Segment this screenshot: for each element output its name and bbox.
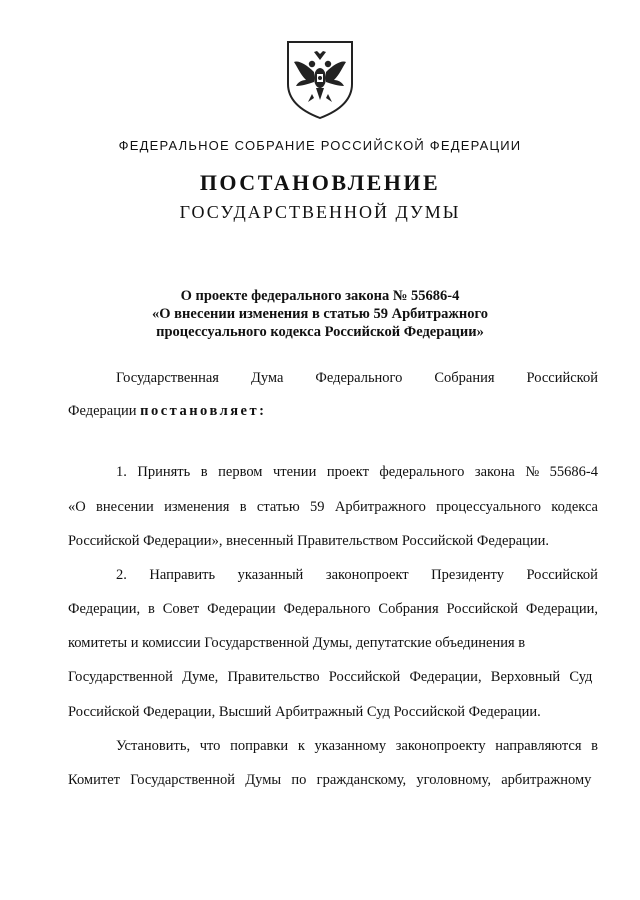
item-line: 1. Принять в первом чтении проект федерального закона № 55686-4 [116,464,598,480]
item-line: Установить, что поправки к указанному законопроекту направляются в [116,738,598,754]
subject-line: «О внесении изменения в статью 59 Арбитражного [152,306,488,322]
word: Государственная [116,370,219,386]
item-line: Федерации, в Совет Федерации Федерального Собрания Российской Федерации, [68,601,598,617]
item-line: Государственной Думе, Правительство Российской Федерации, Верховный Суд [68,669,593,685]
document-title: ПОСТАНОВЛЕНИЕ [199,170,441,195]
word: Дума [250,370,284,386]
word: Федерального [315,370,403,386]
assembly-name: ФЕДЕРАЛЬНОЕ СОБРАНИЕ РОССИЙСКОЙ ФЕДЕРАЦИИ [118,138,522,153]
word: Российской [526,370,598,386]
word: законопроект [325,567,409,583]
document-subtitle: ГОСУДАРСТВЕННОЙ ДУМЫ [179,202,461,222]
item-line: Российской Федерации, Высший Арбитражный Суд Российской Федерации. [68,704,541,720]
document-subject [110,287,530,341]
preamble-line [116,368,598,388]
word: Федерации [68,403,137,419]
resolves-word: постановляет: [140,403,267,419]
item-line: Комитет Государственной Думы по гражданскому, уголовному, арбитражному [68,772,592,788]
item-line [116,565,598,585]
word: 2. [116,567,127,583]
preamble-line [68,401,598,421]
item-line: «О внесении изменения в статью 59 Арбитражного процессуального кодекса [68,499,598,515]
item-line: комитеты и комиссии Государственной Думы, депутатские объединения в [68,635,526,651]
word: Президенту [431,567,504,583]
subject-line: процессуального кодекса Российской Федерации» [156,324,484,340]
item-line: Российской Федерации», внесенный Правительством Российской Федерации. [68,533,550,549]
double-headed-eagle-icon [284,38,356,120]
word: Собрания [434,370,495,386]
subject-line: О проекте федерального закона № 55686-4 [180,288,460,304]
word: Российской [526,567,598,583]
word: Направить [149,567,216,583]
word: указанный [237,567,304,583]
